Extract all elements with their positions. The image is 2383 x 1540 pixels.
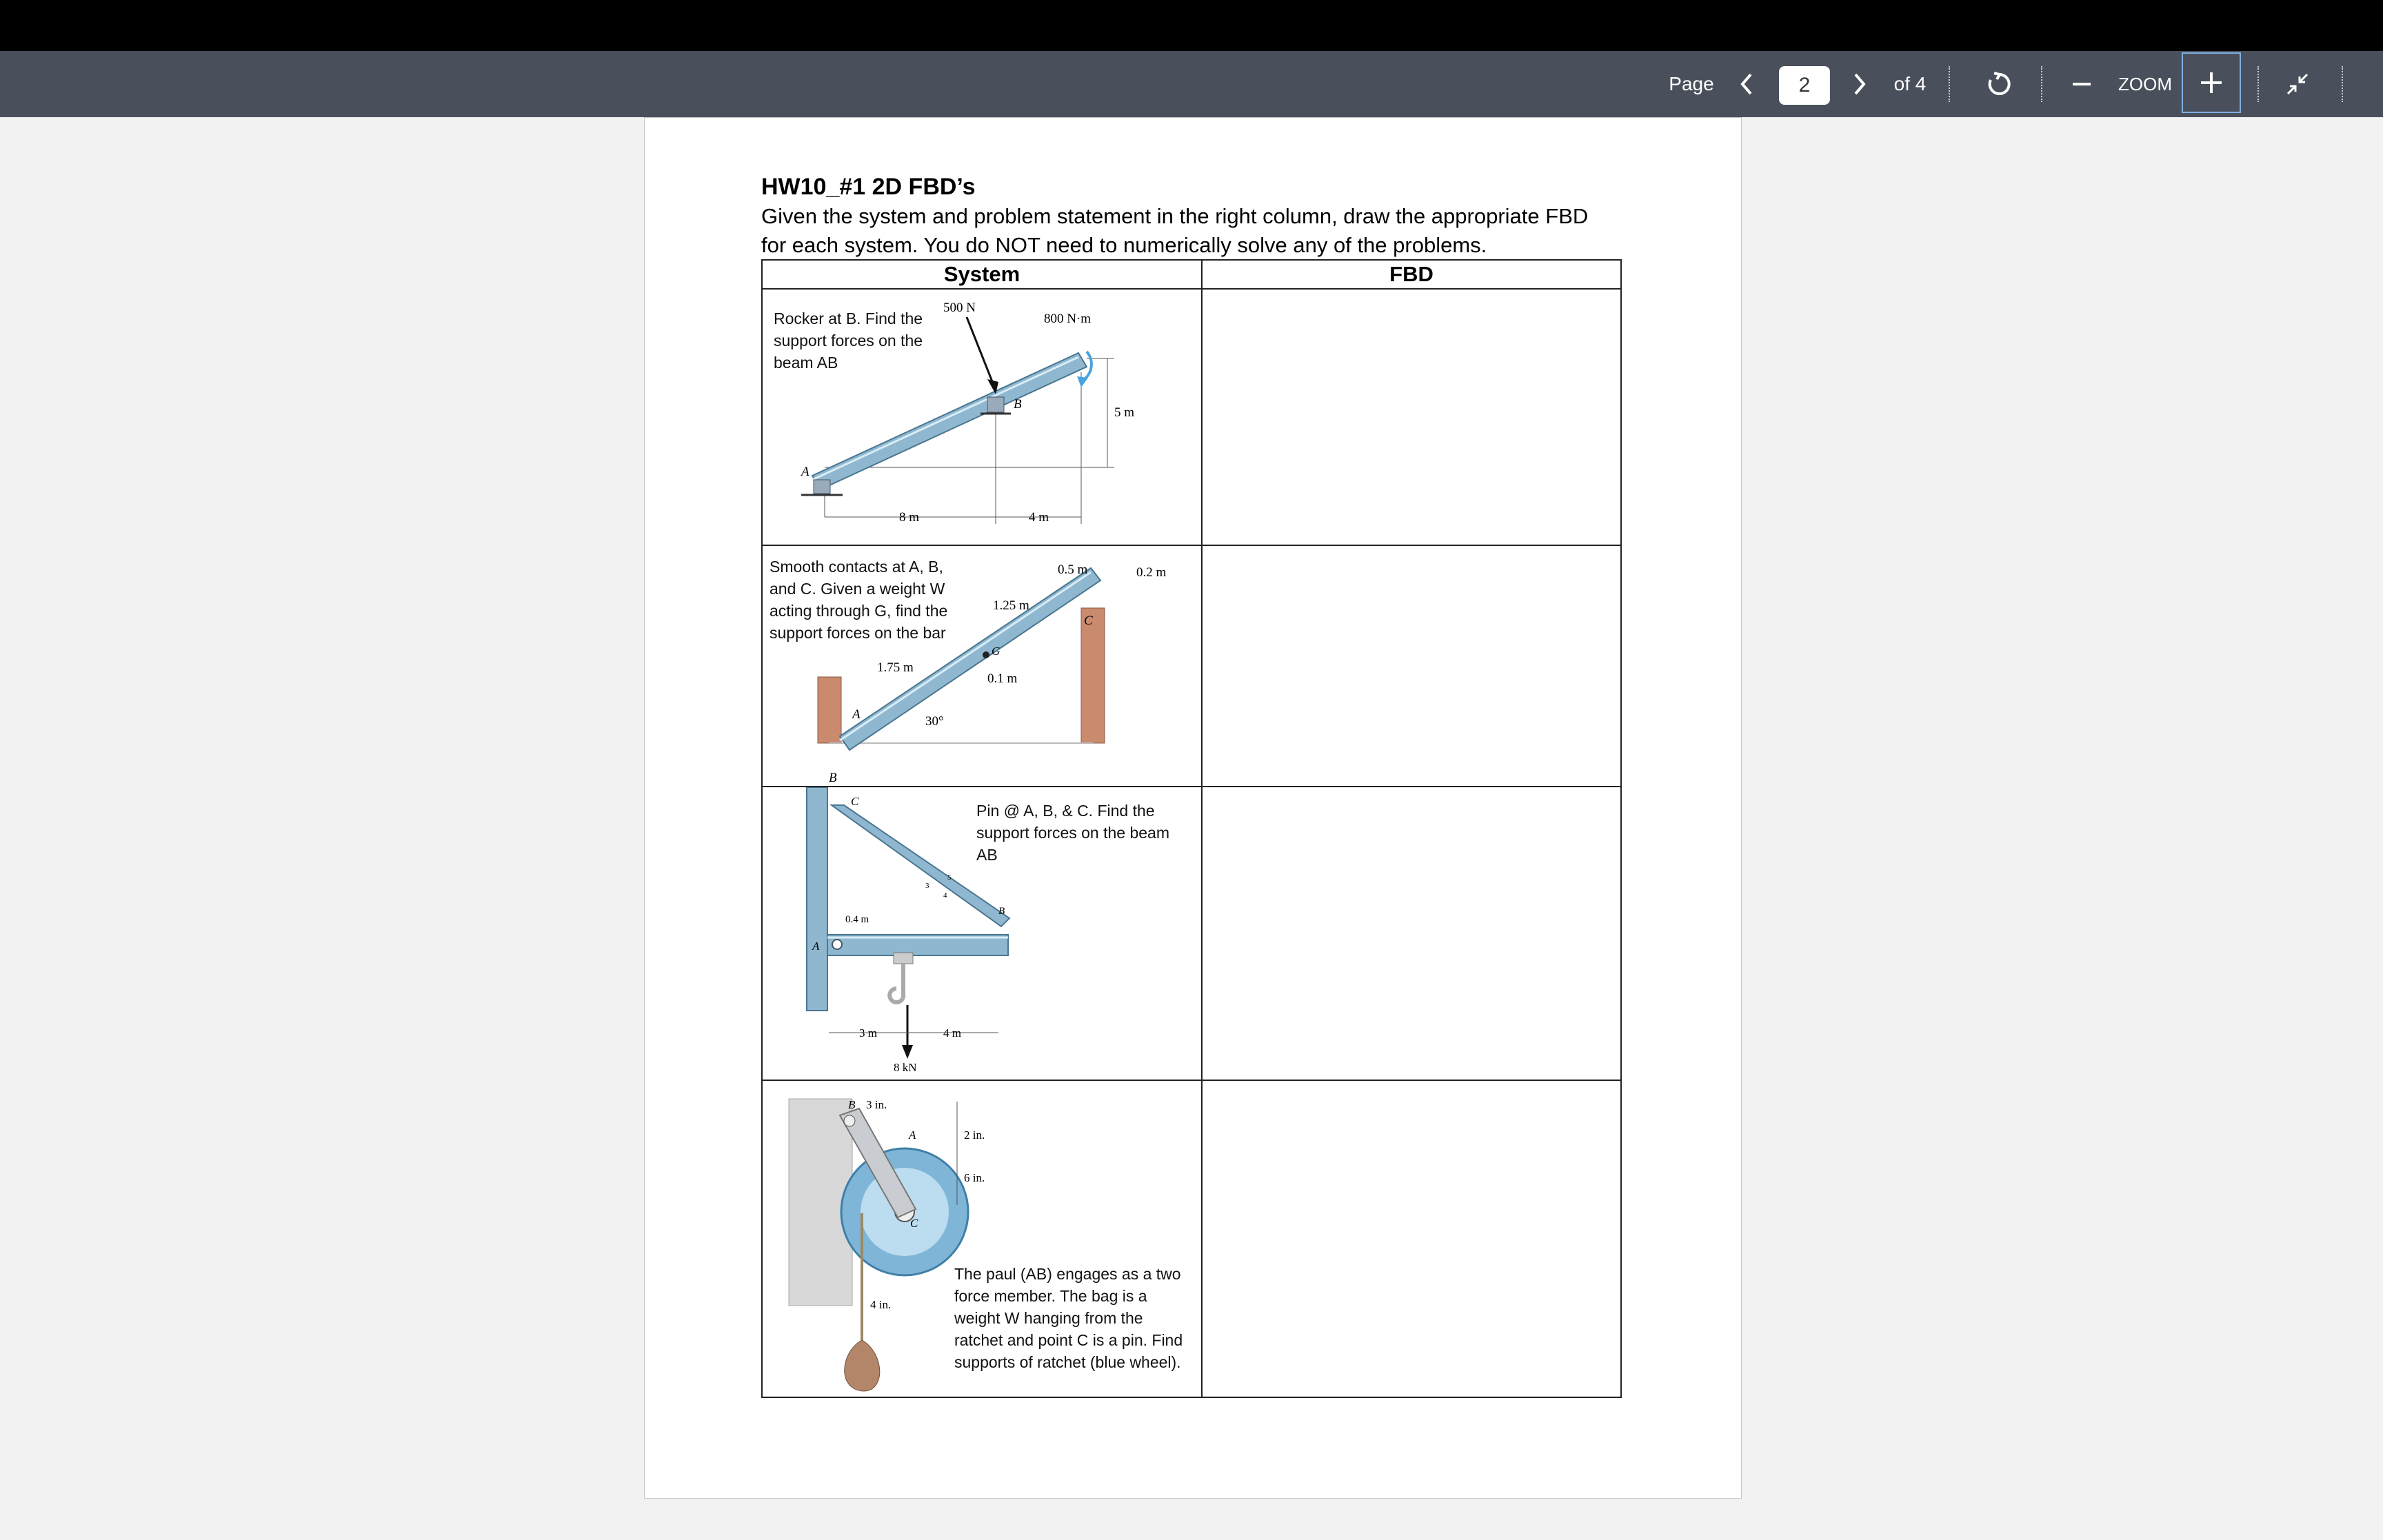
point-label: C [910, 1217, 918, 1230]
problem-1-diagram [763, 290, 1203, 546]
problem-1-text-line: beam AB [774, 354, 838, 372]
bag [845, 1340, 880, 1391]
fbd-cell-4 [1201, 1080, 1622, 1398]
header-fbd: FBD [1201, 259, 1622, 290]
toolbar-divider [2258, 66, 2260, 102]
slope-label: 5 [947, 873, 952, 882]
problem-2-text-line: support forces on the bar [770, 624, 946, 642]
instructions-line-1: Given the system and problem statement in the right column, draw the appropriate FBD [761, 204, 1589, 228]
toolbar-divider [1949, 66, 1951, 102]
fbd-cell-2 [1201, 545, 1622, 787]
problem-4-text-line: The paul (AB) engages as a two [954, 1265, 1181, 1283]
system-cell-1 [761, 288, 1203, 546]
system-cell-2 [761, 545, 1203, 787]
toolbar-divider [2041, 66, 2044, 102]
plus-icon [2183, 54, 2240, 112]
problem-table [761, 259, 1622, 1398]
system-cell-3 [761, 786, 1203, 1081]
problem-4-diagram [763, 1081, 1203, 1398]
point-label: A [909, 1128, 916, 1142]
load-label: 8 kN [894, 1061, 917, 1074]
total-pages-label: of 4 [1893, 73, 1927, 94]
point-label: B [1014, 397, 1022, 412]
slope-label: 3 [925, 882, 929, 890]
wall-post [807, 787, 827, 1011]
instructions-line-2: for each system. You do NOT need to numerically solve any of the problems. [761, 233, 1487, 257]
dimension-label: 4 m [1029, 510, 1049, 525]
zoom-out-button[interactable] [2064, 51, 2099, 117]
dimension-label: 3 m [859, 1026, 877, 1040]
beam-ab [812, 353, 1087, 489]
previous-page-button[interactable] [1729, 51, 1764, 117]
window-top-bar [0, 0, 2383, 51]
dimension-label: 8 m [899, 510, 920, 525]
rotate-button[interactable] [1979, 51, 2020, 117]
fbd-cell-3 [1201, 786, 1622, 1081]
dimension-label: 0.1 m [987, 671, 1018, 686]
point-label: C [1084, 614, 1093, 628]
problem-2-text-line: and C. Given a weight W [770, 580, 945, 598]
problem-2-text-line: Smooth contacts at A, B, [770, 558, 943, 576]
fbd-cell-1 [1201, 288, 1622, 546]
problem-4-text-line: force member. The bag is a [954, 1287, 1147, 1305]
dimension-label: 0.2 m [1136, 565, 1167, 580]
problem-3-text-line: Pin @ A, B, & C. Find the [976, 802, 1155, 820]
pdf-toolbar [0, 51, 2383, 117]
problem-3-diagram [763, 787, 1203, 1081]
strut-cb [832, 805, 1009, 926]
chevron-left-icon [1738, 72, 1755, 97]
dimension-label: 5 m [1114, 405, 1135, 420]
moment-label: 800 N·m [1044, 312, 1092, 326]
chevron-right-icon [1851, 72, 1868, 97]
dimension-label: 1.25 m [993, 598, 1029, 613]
dimension-label: 0.5 m [1058, 563, 1088, 577]
page-number-input[interactable] [1779, 66, 1830, 105]
point-label: G [992, 645, 1001, 658]
point-label: B [829, 771, 837, 785]
point-label: B [848, 1098, 856, 1111]
point-label: A [852, 707, 861, 722]
zoom-in-button[interactable] [2182, 52, 2241, 113]
angle-label: 30° [925, 714, 944, 729]
system-cell-4 [761, 1080, 1203, 1398]
problem-4-text-line: ratchet and point C is a pin. Find [954, 1331, 1183, 1349]
bar [840, 568, 1100, 750]
problem-2-diagram [763, 546, 1203, 787]
problem-2-text-line: acting through G, find the [770, 602, 948, 620]
problem-4-text-line: weight W hanging from the [954, 1309, 1143, 1327]
collapse-button[interactable] [2277, 51, 2318, 117]
dimension-label: 3 in. [866, 1098, 887, 1111]
point-label: A [801, 465, 810, 479]
dimension-label: 1.75 m [877, 660, 914, 675]
zoom-label: ZOOM [2118, 73, 2172, 94]
rotate-icon [1986, 70, 2013, 98]
next-page-button[interactable] [1842, 51, 1877, 117]
dimension-label: 4 in. [870, 1298, 892, 1311]
document-title: HW10_#1 2D FBD’s [761, 174, 976, 200]
problem-3-text-line: AB [976, 846, 998, 864]
toolbar-divider [2342, 66, 2344, 102]
point-label: B [998, 906, 1005, 917]
dimension-label: 2 in. [964, 1128, 985, 1142]
point-label: A [812, 940, 820, 953]
problem-3-text-line: support forces on the beam [976, 824, 1169, 842]
page-label: Page [1669, 73, 1714, 94]
dimension-label: 4 m [943, 1026, 961, 1040]
collapse-icon [2284, 70, 2311, 98]
problem-1-text-line: support forces on the [774, 332, 923, 349]
header-system: System [761, 259, 1203, 290]
dimension-label: 0.4 m [845, 914, 869, 925]
point-label: C [851, 795, 859, 808]
problem-1-text-line: Rocker at B. Find the [774, 310, 923, 327]
dimension-label: 6 in. [964, 1171, 985, 1184]
problem-4-text-line: supports of ratchet (blue wheel). [954, 1353, 1181, 1371]
minus-icon [2071, 81, 2092, 88]
slope-label: 4 [943, 891, 947, 900]
force-label: 500 N [943, 301, 976, 315]
